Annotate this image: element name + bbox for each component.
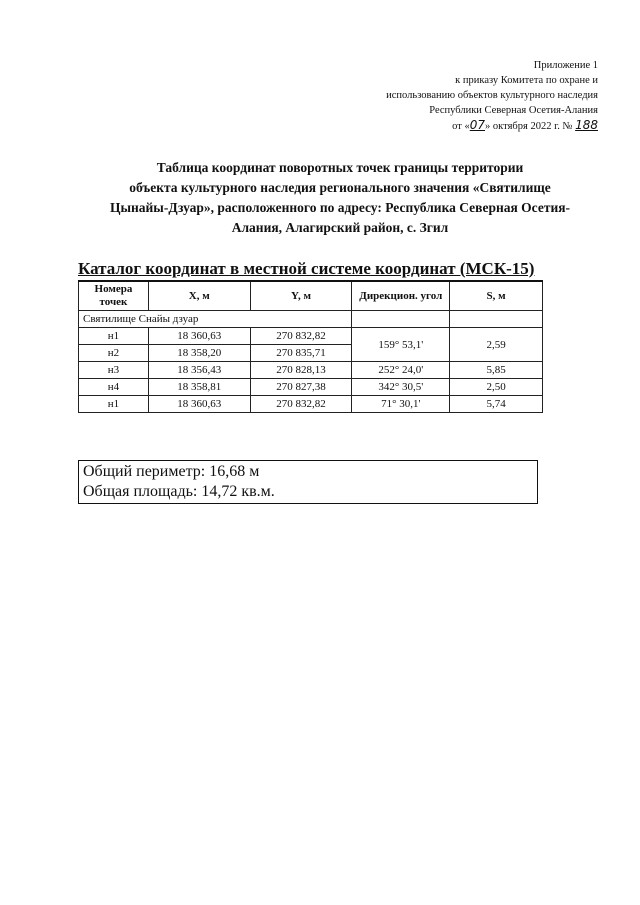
- point-x: 18 360,63: [148, 396, 250, 413]
- point-name: н4: [79, 379, 149, 396]
- header-s: S, м: [450, 281, 543, 311]
- coordinates-table: [78, 280, 543, 413]
- total-perimeter: Общий периметр: 16,68 м: [83, 463, 260, 480]
- point-x: 18 358,81: [148, 379, 250, 396]
- order-number-handwritten: 188: [575, 118, 598, 132]
- point-name: н3: [79, 362, 149, 379]
- point-name: н2: [79, 345, 149, 362]
- point-x: 18 356,43: [148, 362, 250, 379]
- empty-angle-cell: [352, 311, 450, 328]
- document-title: [70, 158, 610, 238]
- point-y: 270 832,82: [250, 328, 352, 345]
- total-area: Общая площадь: 14,72 кв.м.: [83, 483, 275, 500]
- point-name: н1: [79, 396, 149, 413]
- segment-angle: 159° 53,1': [352, 328, 450, 362]
- site-name: Святилище Снайы дзуар: [79, 311, 352, 328]
- date-day-handwritten: 07: [469, 118, 486, 132]
- table-row: [79, 328, 543, 345]
- title-line-4: Алания, Алагирский район, с. Згил: [231, 220, 449, 235]
- point-y: 270 828,13: [250, 362, 352, 379]
- appendix-header: [386, 58, 598, 134]
- order-date-line: [386, 118, 598, 134]
- table-row: [79, 396, 543, 413]
- point-name: н1: [79, 328, 149, 345]
- date-middle: » октября 2022 г. №: [485, 121, 573, 132]
- table-row: [79, 379, 543, 396]
- segment-length: 5,85: [450, 362, 543, 379]
- header-point-numbers: Номера точек: [79, 281, 149, 311]
- header-x: X, м: [148, 281, 250, 311]
- appendix-line-2: к приказу Комитета по охране и: [455, 75, 598, 86]
- segment-angle: 71° 30,1': [352, 396, 450, 413]
- segment-length: 5,74: [450, 396, 543, 413]
- header-direction-angle: Дирекцион. угол: [352, 281, 450, 311]
- appendix-line-4: Республики Северная Осетия-Алания: [429, 105, 598, 116]
- point-y: 270 827,38: [250, 379, 352, 396]
- point-x: 18 358,20: [148, 345, 250, 362]
- point-x: 18 360,63: [148, 328, 250, 345]
- header-y: Y, м: [250, 281, 352, 311]
- site-name-row: [79, 311, 543, 328]
- appendix-line-1: Приложение 1: [533, 60, 598, 71]
- summary-box: [78, 460, 538, 504]
- segment-length: 2,50: [450, 379, 543, 396]
- point-y: 270 835,71: [250, 345, 352, 362]
- title-line-3: Цынайы-Дзуар», расположенного по адресу: Республика Северная Осетия-: [109, 200, 571, 215]
- point-y: 270 832,82: [250, 396, 352, 413]
- catalog-heading: Каталог координат в местной системе координат (МСК-15): [78, 259, 535, 278]
- date-prefix: от «: [452, 121, 470, 132]
- empty-s-cell: [450, 311, 543, 328]
- appendix-line-3: использованию объектов культурного наследия: [386, 90, 598, 101]
- title-line-1: Таблица координат поворотных точек границы территории: [156, 160, 524, 175]
- segment-angle: 252° 24,0': [352, 362, 450, 379]
- title-line-2: объекта культурного наследия регионального значения «Святилище: [129, 180, 551, 195]
- table-header-row: [79, 281, 543, 311]
- table-row: [79, 362, 543, 379]
- segment-length: 2,59: [450, 328, 543, 362]
- segment-angle: 342° 30,5': [352, 379, 450, 396]
